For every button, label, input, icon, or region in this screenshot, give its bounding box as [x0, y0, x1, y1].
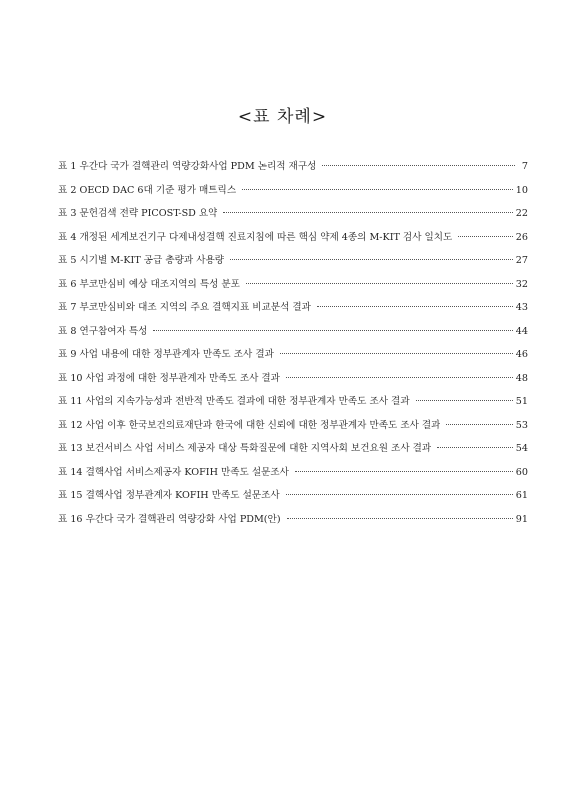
toc-entry-page: 44: [515, 325, 528, 337]
toc-entry[interactable]: [58, 466, 528, 490]
toc-entry-page: 61: [515, 490, 528, 501]
toc-dot-leader: [153, 330, 512, 331]
toc-dot-leader: [280, 353, 513, 354]
toc-entry[interactable]: [58, 419, 528, 443]
toc-entry-label: 표 14 결핵사업 서비스제공자 KOFIH 만족도 설문조사: [58, 466, 289, 478]
toc-entry-label: 표 12 사업 이후 한국보건의료재단과 한국에 대한 신뢰에 대한 정부관계자 만족도 조사 결과: [58, 419, 441, 431]
toc-entry[interactable]: [58, 325, 528, 349]
toc-entry-label: 표 9 사업 내용에 대한 정부관계자 만족도 조사 결과: [58, 349, 274, 360]
toc-dot-leader: [322, 165, 515, 166]
toc-entry-label: 표 13 보건서비스 사업 서비스 제공자 대상 특화질문에 대한 지역사회 보건요원 조사 결과: [58, 443, 432, 454]
toc-dot-leader: [286, 494, 513, 495]
toc-entry-label: 표 1 우간다 국가 결핵관리 역량강화사업 PDM 논리적 재구성: [58, 161, 317, 172]
toc-entry[interactable]: [58, 231, 528, 255]
toc-entry-page: 48: [515, 372, 528, 384]
toc-entry-page: 7: [521, 161, 528, 172]
toc-entry-page: 10: [515, 184, 528, 196]
toc-entry-label: 표 3 문헌검색 전략 PICOST-SD 요약: [58, 208, 218, 219]
toc-entry-page: 32: [515, 278, 528, 290]
toc-entry-page: 46: [515, 349, 528, 360]
toc-entry-label: 표 7 부코만심비와 대조 지역의 주요 결핵지표 비교분석 결과: [58, 302, 311, 313]
toc-entry-page: 60: [515, 466, 528, 478]
toc-entry[interactable]: [58, 513, 528, 537]
toc-dot-leader: [246, 283, 513, 284]
toc-entry[interactable]: [58, 348, 528, 372]
toc-entry-page: 51: [515, 396, 528, 407]
toc-entry[interactable]: [58, 395, 528, 419]
toc-dot-leader: [458, 236, 512, 237]
toc-entry[interactable]: [58, 442, 528, 466]
toc-entry-label: 표 11 사업의 지속가능성과 전반적 만족도 결과에 대한 정부관계자 만족도 조사 결과: [58, 396, 410, 407]
toc-entry-page: 53: [515, 419, 528, 431]
toc-entry-label: 표 6 부코만심비 예상 대조지역의 특성 분포: [58, 278, 240, 290]
toc-dot-leader: [295, 471, 513, 472]
toc-dot-leader: [287, 518, 513, 519]
toc-entry-label: 표 15 결핵사업 정부관계자 KOFIH 만족도 설문조사: [58, 490, 280, 501]
toc-entry-label: 표 2 OECD DAC 6대 기준 평가 매트릭스: [58, 184, 237, 196]
toc-dot-leader: [317, 306, 513, 307]
toc-dot-leader: [437, 447, 513, 448]
toc-entry-label: 표 8 연구참여자 특성: [58, 325, 148, 337]
toc-entry[interactable]: [58, 489, 528, 513]
toc-entry[interactable]: [58, 160, 528, 184]
toc-entry[interactable]: [58, 254, 528, 278]
toc-entry[interactable]: [58, 184, 528, 208]
toc-dot-leader: [446, 424, 512, 425]
toc-entry-page: 91: [515, 513, 528, 525]
toc-entry-label: 표 5 시기별 M-KIT 공급 총량과 사용량: [58, 255, 225, 266]
toc-dot-leader: [223, 212, 512, 213]
toc-dot-leader: [242, 189, 513, 190]
toc-dot-leader: [286, 377, 513, 378]
toc-entry-page: 26: [515, 231, 528, 243]
toc-entry-label: 표 16 우간다 국가 결핵관리 역량강화 사업 PDM(안): [58, 513, 281, 525]
table-of-contents-list: [58, 160, 528, 536]
toc-dot-leader: [416, 400, 513, 401]
toc-entry-page: 27: [515, 255, 528, 266]
toc-entry[interactable]: [58, 301, 528, 325]
toc-entry[interactable]: [58, 372, 528, 396]
toc-entry-label: 표 4 개정된 세계보건기구 다제내성결핵 진료지침에 따른 핵심 약제 4종의 M-KIT 검사 일치도: [58, 231, 453, 243]
page-title: <표 차례>: [237, 107, 328, 127]
toc-entry-page: 54: [515, 443, 528, 454]
toc-dot-leader: [230, 259, 513, 260]
toc-entry-label: 표 10 사업 과정에 대한 정부관계자 만족도 조사 결과: [58, 372, 280, 384]
toc-entry-page: 22: [515, 208, 528, 219]
toc-entry[interactable]: [58, 207, 528, 231]
toc-entry-page: 43: [515, 302, 528, 313]
toc-entry[interactable]: [58, 278, 528, 302]
